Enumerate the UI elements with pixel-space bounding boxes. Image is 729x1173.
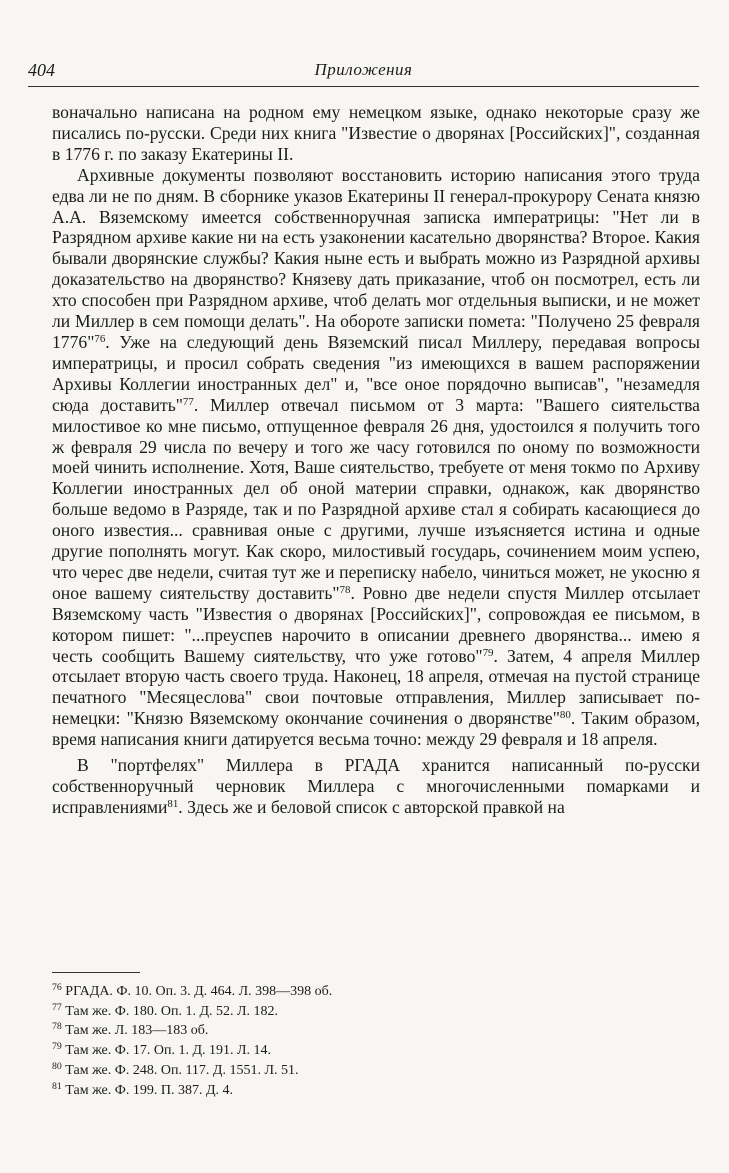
footnote — [52, 1041, 692, 1061]
paragraph — [52, 165, 700, 750]
footnote-number: 79 — [52, 1041, 62, 1053]
text-segment: воначально написана на родном ему немецком языке, однако некоторые сразу же писались по-русски. Среди них книга "Известие о дворянах [Российских]", созданная в 1776 г. по заказу Екатерины II. — [52, 102, 700, 164]
footnote — [52, 1081, 692, 1101]
footnote — [52, 982, 692, 1002]
footnote-number: 81 — [52, 1080, 62, 1092]
page-header — [28, 56, 699, 87]
footnote — [52, 1002, 692, 1022]
text-segment: . Уже на следующий день Вяземский писал Миллеру, передавая вопросы императрицы, и просил собрать сведения "из имеющихся в вашем распоряжении Архивы Коллегии иностранных дел" и, "все оное порядочно выписав", "незамедля сюда доставить" — [52, 331, 700, 415]
footnote-ref[interactable]: 80 — [559, 709, 571, 722]
footnote — [52, 1061, 692, 1081]
text-segment: Архивные документы позволяют восстановить историю написания этого труда едва ли не по дням. В сборнике указов Екатерины II генерал-прокурору Сената князю А.А. Вяземскому имеется собственноручная записка императрицы: "Нет ли в Разрядном архиве какие ни на есть узаконении касательно дворянства? Второе. Какия бывали дворянские службы? Какия ныне есть и выбрать можно из Разрядной архивы доказательство на дворянство? Князеву дать приказание, чтоб он посмотрел, есть ли хто способен при Разрядном архиве, чтоб делать мог отдельныя выписки, и не может ли Миллер в сем помощи делать". На обороте записки помета: "Получено 25 февраля 1776" — [52, 164, 700, 352]
footnote-text: Там же. Ф. 248. Оп. 117. Д. 1551. Л. 51. — [65, 1062, 299, 1078]
footnotes — [52, 982, 692, 1100]
text-segment: . Ровно две недели спустя Миллер отсылает Вяземскому часть "Известия о дворянах [Российских]", сопровождая ее письмом, в котором пишет: "...преуспев нарочито в описании древнего дворянства... имею я честь сообщить Вашему сиятельству, что уже готово" — [52, 582, 701, 666]
footnote-ref[interactable]: 78 — [339, 583, 351, 596]
footnote-number: 78 — [52, 1021, 62, 1033]
body-text — [52, 102, 700, 818]
footnote-text: Там же. Ф. 17. Оп. 1. Д. 191. Л. 14. — [65, 1043, 271, 1059]
running-title: Приложения — [314, 60, 413, 79]
footnote-number: 77 — [52, 1001, 62, 1013]
footnote-ref[interactable]: 81 — [167, 797, 179, 810]
footnote-number: 76 — [52, 982, 62, 994]
footnote — [52, 1021, 692, 1041]
footnote-text: Там же. Ф. 180. Оп. 1. Д. 52. Л. 182. — [65, 1003, 278, 1019]
text-segment: В "портфелях" Миллера в РГАДА хранится написанный по-русски собственноручный черновик Миллера с многочисленными помарками и исправлениями — [52, 755, 700, 817]
text-segment: . Миллер отвечал письмом от 3 марта: "Вашего сиятельства милостивое ко мне письмо, отпущенное февраля 26 дня, удостоился я получить того ж февраля 29 числа по вечеру и того же часу готовился по оному по возможности моей чинить исполнение. Хотя, Ваше сиятельство, требуете от меня токмо по Архиву Коллегии иностранных дел об оной материи справки, однакож, как дворянство больше ведомо в Разряде, так и по Разрядной архиве стал я собирать касающиеся до оного известия... сравнивая оные с другими, лучше изъясняется истина и одные другие пополнять могут. Как скоро, милостивый государь, сочинением моим успею, что черес две недели, считая тут же и переписку набело, чиниться может, не укосню я оное вашему сиятельству доставить" — [52, 394, 700, 603]
footnote-ref[interactable]: 79 — [482, 646, 494, 659]
paragraph — [52, 102, 700, 165]
footnote-rule — [52, 972, 140, 973]
footnote-ref[interactable]: 77 — [182, 395, 194, 408]
footnote-ref[interactable]: 76 — [94, 332, 106, 345]
page-number: 404 — [28, 60, 55, 80]
text-segment: . Затем, 4 апреля Миллер отсылает вторую часть своего труда. Наконец, 18 апреля, отмечая на пустой странице печатного "Месяцеслова" свои почтовые отправления, Миллер записывает по-немецки: "Князю Вяземскому окончание сочинения о дворянстве" — [52, 645, 700, 729]
paragraph — [52, 755, 700, 818]
footnote-text: Там же. Л. 183—183 об. — [65, 1023, 209, 1039]
text-segment: . Здесь же и беловой список с авторской правкой на — [178, 796, 565, 817]
footnote-text: Там же. Ф. 199. П. 387. Д. 4. — [65, 1082, 233, 1098]
footnote-text: РГАДА. Ф. 10. Оп. 3. Д. 464. Л. 398—398 об. — [65, 984, 333, 999]
footnote-number: 80 — [52, 1060, 62, 1072]
text-segment: . Таким образом, время написания книги датируется весьма точно: между 29 февраля и 18 апреля. — [52, 708, 700, 750]
